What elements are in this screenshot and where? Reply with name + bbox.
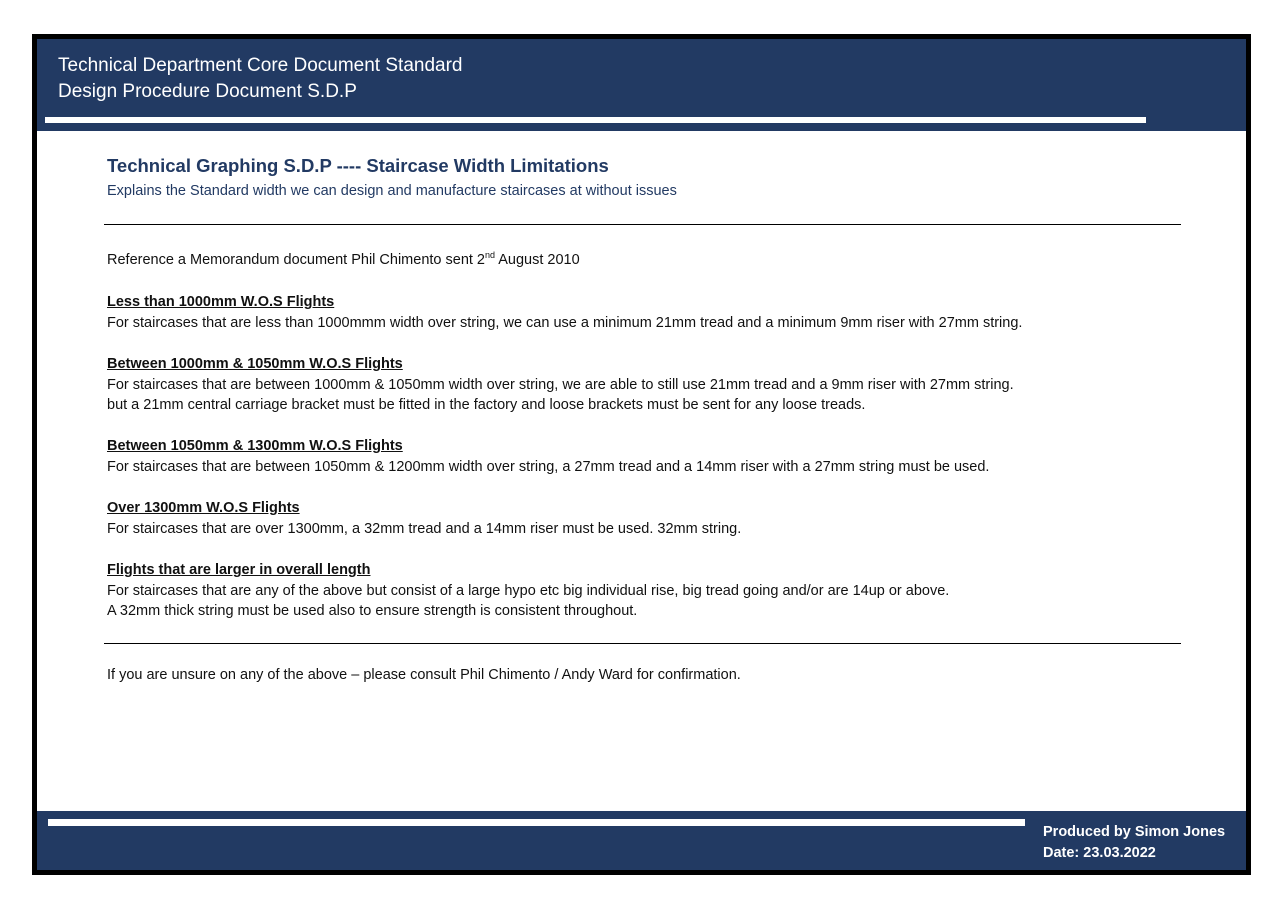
bottom-divider xyxy=(104,643,1181,644)
footer-banner xyxy=(37,811,1246,870)
section-text: For staircases that are less than 1000mmm width over string, we can use a minimum 21mm tread and a minimum 9mm riser with 27mm string. xyxy=(107,314,1023,331)
document-date: Date: 23.03.2022 xyxy=(1043,845,1156,861)
section-larger-length xyxy=(107,560,1187,622)
produced-by: Produced by Simon Jones xyxy=(1043,824,1226,840)
section-heading: Over 1300mm W.O.S Flights xyxy=(107,500,300,516)
section-heading: Between 1000mm & 1050mm W.O.S Flights xyxy=(107,356,403,372)
closing-note: If you are unsure on any of the above – please consult Phil Chimento / Andy Ward for confirmation. xyxy=(107,667,741,683)
section-less-than-1000 xyxy=(107,292,1187,333)
header-title-line-2: Design Procedure Document S.D.P xyxy=(58,81,357,102)
section-text: For staircases that are between 1050mm & 1200mm width over string, a 27mm tread and a 14mm riser with a 27mm string must be used. xyxy=(107,458,990,475)
section-heading: Less than 1000mm W.O.S Flights xyxy=(107,294,335,310)
header-banner xyxy=(37,39,1246,131)
section-over-1300 xyxy=(107,498,1187,539)
document-subtitle: Explains the Standard width we can design and manufacture staircases at without issues xyxy=(107,183,677,199)
reference-superscript: nd xyxy=(485,250,496,261)
header-title-line-1: Technical Department Core Document Standard xyxy=(58,55,463,76)
section-1050-to-1300 xyxy=(107,436,1187,477)
section-heading: Between 1050mm & 1300mm W.O.S Flights xyxy=(107,438,403,454)
reference-line xyxy=(107,250,1187,271)
section-heading: Flights that are larger in overall length xyxy=(107,562,371,578)
section-text: For staircases that are between 1000mm & 1050mm width over string, we are able to still use 21mm tread and a 9mm riser with 27mm string. xyxy=(107,376,1014,393)
reference-prefix: Reference a Memorandum document Phil Chimento sent 2 xyxy=(107,252,485,268)
document-frame xyxy=(32,34,1251,875)
section-text: but a 21mm central carriage bracket must be fitted in the factory and loose brackets must be sent for any loose treads. xyxy=(107,397,866,413)
footer-divider xyxy=(48,819,1025,826)
document-title: Technical Graphing S.D.P ---- Staircase Width Limitations xyxy=(107,155,609,176)
section-text: For staircases that are any of the above but consist of a large hypo etc big individual rise, big tread going and/or are 14up or above. xyxy=(107,582,950,599)
header-divider xyxy=(45,117,1146,123)
footer-credits xyxy=(1043,822,1225,864)
section-text: For staircases that are over 1300mm, a 32mm tread and a 14mm riser must be used. 32mm string. xyxy=(107,520,742,537)
header-title xyxy=(58,53,462,105)
top-divider xyxy=(104,224,1181,225)
section-text: A 32mm thick string must be used also to ensure strength is consistent throughout. xyxy=(107,603,638,619)
section-1000-to-1050 xyxy=(107,354,1187,416)
reference-suffix: August 2010 xyxy=(495,252,580,268)
